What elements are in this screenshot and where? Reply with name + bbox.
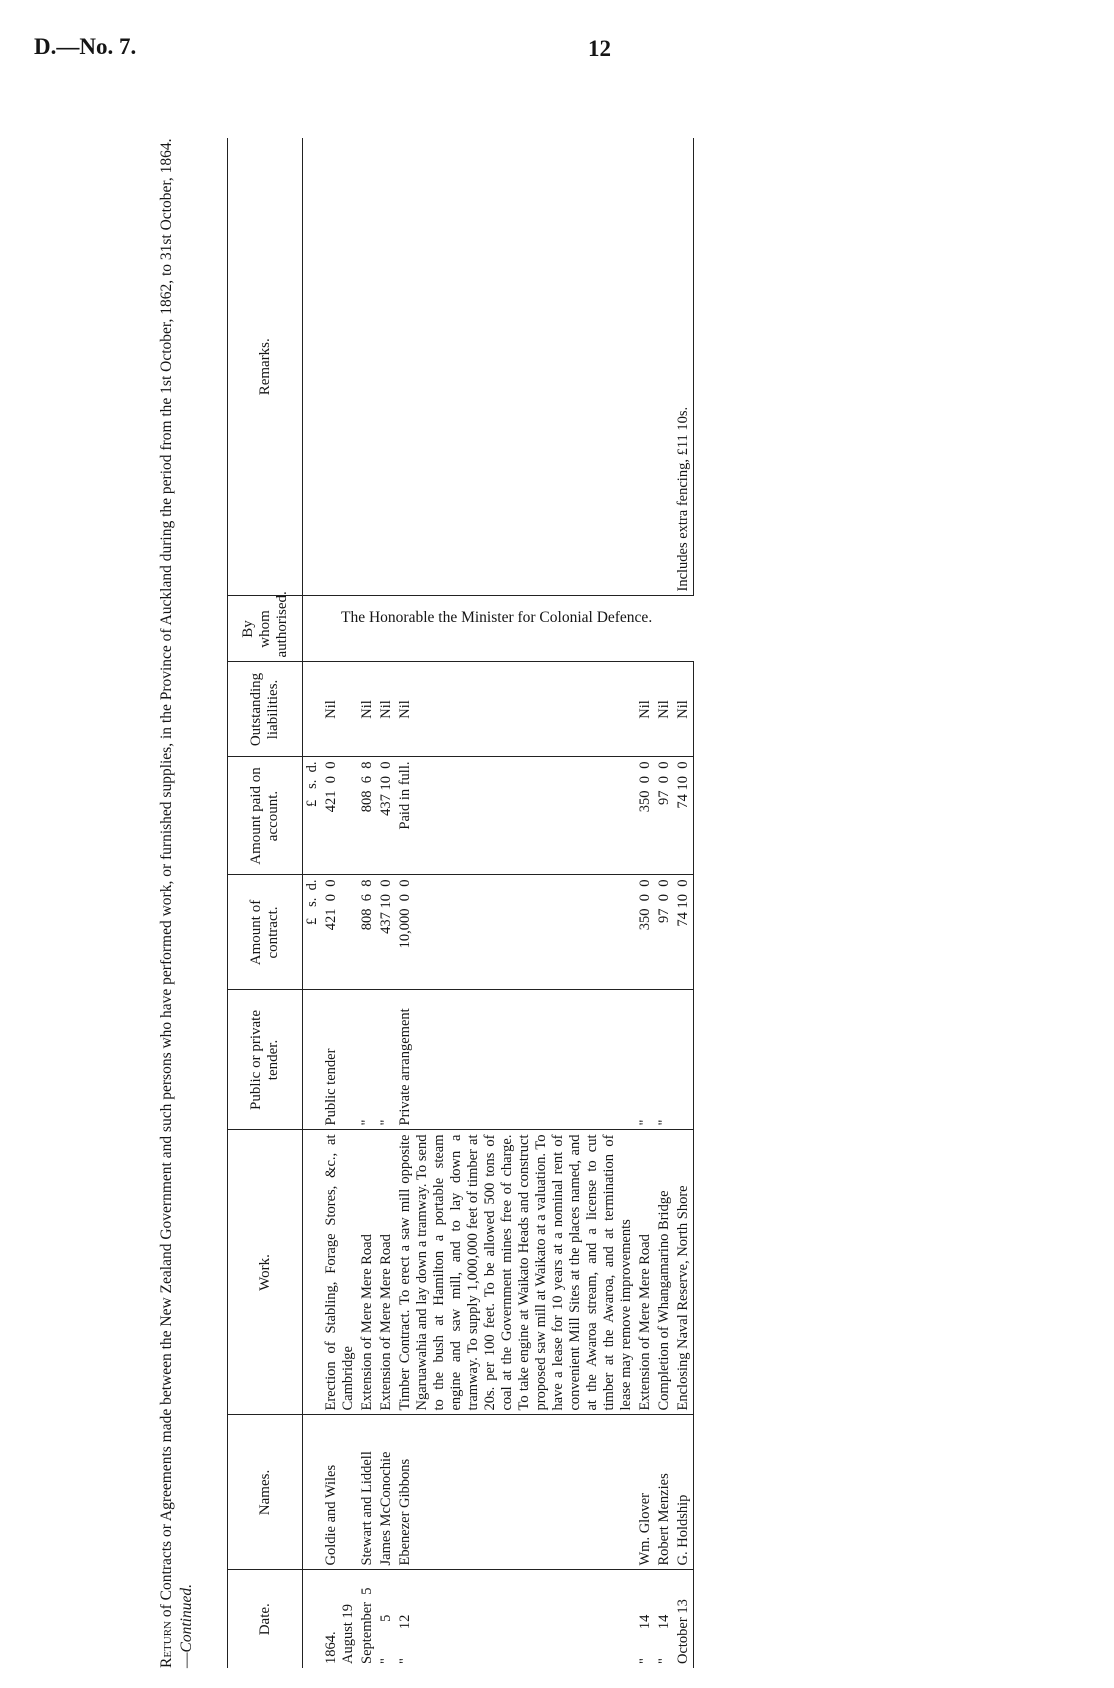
caption-lead: Return <box>158 1620 175 1668</box>
row-amount: 350 0 0 <box>636 875 655 990</box>
caption-continued: Continued. <box>178 1584 195 1653</box>
table-row <box>377 138 396 1668</box>
row-paid: Paid in full. <box>396 757 636 875</box>
row-paid: 437 10 0 <box>377 757 396 875</box>
table-row <box>636 138 655 1668</box>
row-paid: 808 6 8 <box>358 757 377 875</box>
row-date: " 5 <box>378 1614 394 1664</box>
by-whom-cell <box>303 596 694 662</box>
row-tender <box>674 990 694 1130</box>
col-header-names: Names. <box>228 1415 303 1570</box>
col-header-by-whom: By whom authorised. <box>228 596 303 662</box>
page-number: 12 <box>588 36 611 61</box>
row-tender: " <box>377 990 396 1130</box>
row-paid: 74 10 0 <box>674 757 694 875</box>
col-header-remarks: Remarks. <box>228 138 303 596</box>
row-remarks <box>377 138 396 596</box>
row-date: " 14 <box>637 1614 653 1664</box>
row-date: " 14 <box>656 1614 672 1664</box>
rotated-table-region <box>157 128 1037 1688</box>
row-tender: Private arrangement <box>396 990 636 1130</box>
row-date: 1864. August 19 <box>323 1603 356 1664</box>
row-work: Extension of Mere Mere Road <box>358 1130 377 1415</box>
empty-cell <box>303 990 323 1130</box>
row-outstanding: Nil <box>377 662 396 757</box>
table-row <box>674 138 694 1668</box>
col-header-date: Date. <box>228 1570 303 1668</box>
row-remarks <box>322 138 358 596</box>
row-outstanding: Nil <box>674 662 694 757</box>
row-work: Extension of Mere Mere Road <box>636 1130 655 1415</box>
row-remarks: Includes extra fencing, £11 10s. <box>674 138 694 596</box>
row-tender: " <box>358 990 377 1130</box>
row-amount: 10,000 0 0 <box>396 875 636 990</box>
row-remarks <box>358 138 377 596</box>
row-tender: " <box>655 990 674 1130</box>
row-outstanding: Nil <box>655 662 674 757</box>
table-row <box>396 138 636 1668</box>
col-header-paid: Amount paid on account. <box>228 757 303 875</box>
col-header-amount: Amount of contract. <box>228 875 303 990</box>
row-amount: 808 6 8 <box>358 875 377 990</box>
row-name: Ebenezer Gibbons <box>396 1415 636 1570</box>
row-work: Erection of Stabling, Forage Stores, &c., at Cambridge <box>322 1130 358 1415</box>
row-outstanding: Nil <box>396 662 636 757</box>
row-work: Completion of Whangamarino Bridge <box>655 1130 674 1415</box>
row-remarks <box>396 138 636 596</box>
row-name: Robert Menzies <box>655 1415 674 1570</box>
table-row <box>322 138 358 1668</box>
empty-cell <box>303 1130 323 1415</box>
col-header-work: Work. <box>228 1130 303 1415</box>
row-work: Extension of Mere Mere Road <box>377 1130 396 1415</box>
header-row <box>228 138 303 1668</box>
table-row <box>358 138 377 1668</box>
row-paid: 350 0 0 <box>636 757 655 875</box>
row-amount: 437 10 0 <box>377 875 396 990</box>
document-reference: D.—No. 7. <box>34 34 137 59</box>
empty-cell <box>303 1415 323 1570</box>
row-date: October 13 <box>674 1570 694 1668</box>
row-work: Enclosing Naval Reserve, North Shore <box>674 1130 694 1415</box>
row-outstanding: Nil <box>636 662 655 757</box>
currency-row <box>303 138 323 1668</box>
row-name: G. Holdship <box>674 1415 694 1570</box>
table-body <box>303 138 694 1668</box>
row-outstanding: Nil <box>358 662 377 757</box>
row-amount: 421 0 0 <box>322 875 358 990</box>
caption-text: of Contracts or Agreements made between the New Zealand Government and such persons who have performed work, or furnished supplies, in the Province of Auckland during the period from the 1st October, 1862, to 31st October, 1864.— <box>158 138 195 1668</box>
row-date: " 12 <box>397 1614 413 1664</box>
empty-cell <box>303 138 323 596</box>
row-tender: Public tender <box>322 990 358 1130</box>
row-work: Timber Contract. To erect a saw mill opposite Ngaruawahia and lay down a tramway. To send to the bush at Hamilton a portable steam engine and saw mill, and to lay down a tramway. To supply 1,000,000 feet of timber at 20s. per 100 feet. To be allowed 500 tons of coal at the Government mines free of charge. To take engine at Waikato Heads and construct proposed saw mill at Waikato at a valuation. To have a lease for 10 years at a nominal rent of convenient Mill Sites at the places named, and at the Awaroa stream, and a license to cut timber at the Awaroa, and at termination of lease may remove improvements <box>396 1130 636 1415</box>
table-caption <box>157 128 221 1688</box>
row-tender: " <box>636 990 655 1130</box>
row-remarks <box>636 138 655 596</box>
currency-heading: £ s. d. <box>303 875 323 990</box>
row-name: Goldie and Wiles <box>322 1415 358 1570</box>
row-paid: 97 0 0 <box>655 757 674 875</box>
empty-cell <box>303 1570 323 1668</box>
contracts-table <box>227 138 694 1668</box>
currency-heading: £ s. d. <box>303 757 323 875</box>
row-paid: 421 0 0 <box>322 757 358 875</box>
row-date: September 5 <box>359 1587 375 1664</box>
col-header-outstanding: Outstanding liabilities. <box>228 662 303 757</box>
row-amount: 97 0 0 <box>655 875 674 990</box>
row-name: Stewart and Liddell <box>358 1415 377 1570</box>
table-row <box>655 138 674 1668</box>
col-header-tender: Public or private tender. <box>228 990 303 1130</box>
row-amount: 74 10 0 <box>674 875 694 990</box>
empty-cell <box>303 662 323 757</box>
row-remarks <box>655 138 674 596</box>
row-name: James McConochie <box>377 1415 396 1570</box>
by-whom-text: The Honorable the Minister for Colonial Defence. <box>341 609 653 627</box>
row-outstanding: Nil <box>322 662 358 757</box>
row-name: Wm. Glover <box>636 1415 655 1570</box>
